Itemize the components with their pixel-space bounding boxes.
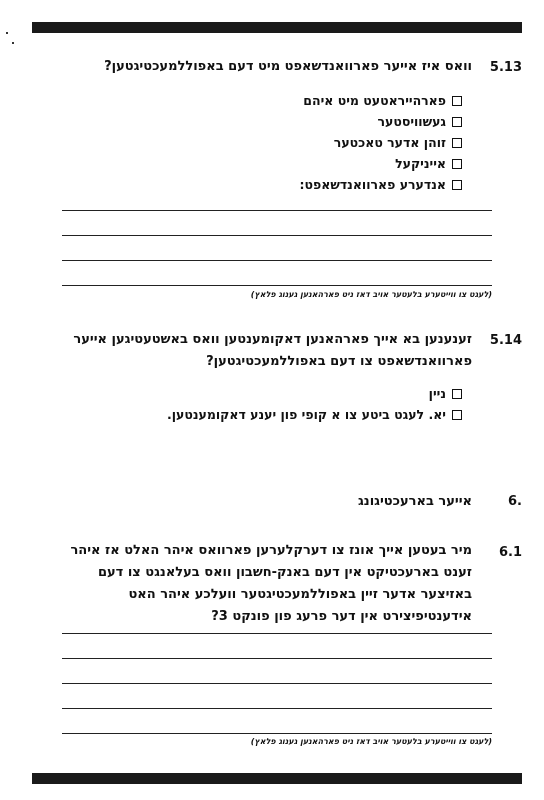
answer-line[interactable]	[62, 633, 492, 634]
section-title: אייער בארעכטיגונג	[358, 494, 472, 509]
question-number: 5.13	[489, 60, 522, 75]
option-label: אנדערע פארוואנדשאפט:	[299, 177, 446, 192]
answer-line[interactable]	[62, 285, 492, 286]
option-yes-attach[interactable]	[167, 407, 462, 422]
question-text: זענענען בא אייך פארהאנען דאקומענטען וואס באשטעטיגען אייער פארוואנדשאפט צו דעם באפוללמעכטיגטען?	[73, 332, 472, 369]
checkbox[interactable]	[452, 117, 462, 127]
question-text: וואס איז אייער פארוואנדשאפט מיט דעם באפוללמעכטיגטען?	[104, 59, 472, 74]
answer-line[interactable]	[62, 658, 492, 659]
option-married[interactable]	[303, 93, 462, 108]
top-border-bar	[32, 22, 522, 33]
question-number: 6.1	[498, 545, 522, 560]
option-label: ניין	[428, 386, 446, 401]
scan-speck	[6, 32, 8, 34]
extra-pages-note: (לעגט צו ווייטערע בלעטער אויב דאז ניט פארהאנען גענוג פלאץ)	[250, 290, 492, 299]
checkbox[interactable]	[452, 138, 462, 148]
answer-line[interactable]	[62, 708, 492, 709]
answer-line[interactable]	[62, 683, 492, 684]
section-number: 6.	[508, 494, 522, 509]
checkbox[interactable]	[452, 410, 462, 420]
question-text: מיר בעטען אייך אונז צו דערקלערען פארוואס איהר האלט אז איהר זענט בארעכטיקט אין דעם באנק-חשבון וואס בעלאנגט צו דעם באזיצער אדער זיין באפוללמעכטיגטער וועלכע איהר האט אידענטיפיצירט אין דער פרעג פון פונקט 3?	[70, 543, 472, 624]
answer-line[interactable]	[62, 210, 492, 211]
option-label: געשוויסטער	[377, 114, 446, 129]
option-label: זוהן אדער טאכטער	[333, 135, 446, 150]
option-label: יא. לעגט ביטע צו א קופי פון יענע דאקומענטען.	[166, 407, 446, 422]
option-child[interactable]	[334, 135, 462, 150]
option-other-relation[interactable]	[300, 177, 462, 192]
checkbox[interactable]	[452, 96, 462, 106]
answer-line[interactable]	[62, 733, 492, 734]
option-no[interactable]	[429, 386, 462, 401]
scan-speck	[12, 42, 14, 44]
checkbox[interactable]	[452, 180, 462, 190]
option-grandchild[interactable]	[395, 156, 462, 171]
checkbox[interactable]	[452, 159, 462, 169]
answer-line[interactable]	[62, 235, 492, 236]
extra-pages-note: (לעגט צו ווייטערע בלעטער אויב דאז ניט פארהאנען גענוג פלאץ)	[250, 737, 492, 746]
option-label: אייניקעל	[395, 156, 446, 171]
question-number: 5.14	[489, 333, 522, 348]
option-label: פארהייראטעט מיט איהם	[303, 93, 446, 108]
checkbox[interactable]	[452, 389, 462, 399]
bottom-border-bar	[32, 773, 522, 784]
option-sibling[interactable]	[378, 114, 463, 129]
answer-line[interactable]	[62, 260, 492, 261]
